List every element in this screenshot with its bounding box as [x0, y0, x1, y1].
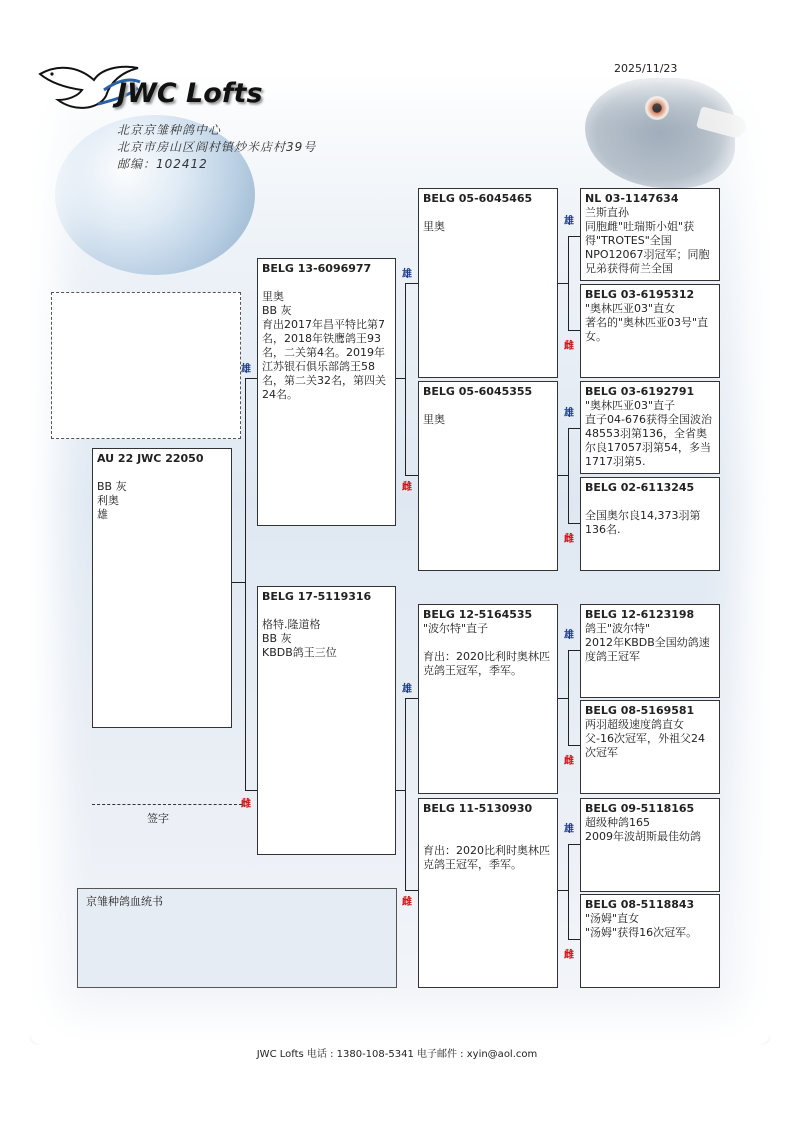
sire-card [257, 258, 396, 526]
signature-line [92, 804, 242, 805]
pedigree-line: 里奥 [262, 290, 284, 303]
great-grandparent-card [580, 381, 720, 474]
pedigree-line [585, 495, 715, 509]
pedigree-line: 育出2017年昌平特比第7名，2018年铁鹰鸽王93名，二关第4名。2019年江苏银石俱乐部鸽王58名，第二关32名，第四关24名。 [262, 318, 386, 401]
connector [405, 475, 418, 476]
subject-card [92, 448, 232, 728]
connector [557, 890, 568, 891]
connector [395, 378, 405, 379]
great-grandparent-card [580, 188, 720, 281]
great-grandparent-card [580, 700, 720, 794]
ring-number: BELG 08-5118843 [585, 898, 695, 911]
connector [395, 790, 405, 791]
pedigree-line: "奥林匹亚03"直子 [585, 399, 676, 412]
male-marker: 雄 [564, 824, 574, 835]
connector [568, 650, 580, 651]
connector [245, 378, 257, 379]
connector [568, 236, 580, 237]
connector [568, 330, 580, 331]
address: 北京市房山区阎村镇炒米店村39号 [117, 140, 317, 154]
org-name: 北京京雏种鸽中心 [117, 123, 222, 137]
male-marker: 雄 [241, 364, 251, 375]
male-marker: 雄 [402, 684, 412, 695]
ring-number: NL 03-1147634 [585, 192, 679, 205]
pedigree-line: 同胞雌"吐瑞斯小姐"获得"TROTES"全国NPO12067羽冠军；同胞兄弟获得荷兰全国 [585, 220, 710, 275]
male-marker: 雄 [564, 216, 574, 227]
pedigree-line: BB 灰 [262, 304, 292, 317]
ring-number: BELG 03-6192791 [585, 385, 695, 398]
pedigree-line: 里奥 [423, 220, 445, 233]
male-marker: 雄 [564, 630, 574, 641]
pedigree-line: 里奥 [423, 413, 445, 426]
great-grandparent-card [580, 894, 720, 988]
pedigree-line: 格特.隆道格 [262, 618, 321, 631]
female-marker: 雌 [564, 756, 574, 767]
pedigree-line: 兰斯直孙 [585, 206, 629, 219]
female-marker: 雌 [402, 897, 412, 908]
photo-placeholder [51, 292, 241, 439]
connector [557, 475, 568, 476]
pedigree-line: 父-16次冠军，外祖父24次冠军 [585, 732, 705, 759]
connector [568, 844, 580, 845]
ring-number: BELG 09-5118165 [585, 802, 695, 815]
ring-number: BELG 17-5119316 [262, 590, 372, 603]
ring-number: BELG 08-5169581 [585, 704, 695, 717]
notes-box[interactable] [77, 888, 397, 988]
pedigree-line: 全国奥尔良14,373羽第136名. [585, 509, 701, 536]
pedigree-line: "汤姆"直女 [585, 912, 640, 925]
pedigree-line: 两羽超级速度鸽直女 [585, 718, 684, 731]
footer-contact: JWC Lofts 电话 : 1380-108-5341 电子邮件 : xyin@aol.com [256, 1049, 538, 1060]
female-marker: 雌 [241, 799, 251, 810]
female-marker: 雌 [564, 950, 574, 961]
female-marker: 雌 [564, 341, 574, 352]
connector [568, 844, 569, 940]
pedigree-line: KBDB鸽王三位 [262, 646, 337, 659]
ring-number: BELG 12-6123198 [585, 608, 695, 621]
pedigree-line [423, 816, 553, 830]
connector [231, 582, 245, 583]
pedigree-line: 超级种鸽165 [585, 816, 650, 829]
connector [405, 890, 418, 891]
ring-number: BELG 11-5130930 [423, 802, 533, 815]
ring-number: BELG 13-6096977 [262, 262, 372, 275]
subject-color: BB 灰 [97, 480, 127, 493]
pedigree-line [423, 830, 553, 844]
pedigree-line: "汤姆"获得16次冠军。 [585, 926, 698, 939]
ring-number: AU 22 JWC 22050 [97, 452, 204, 465]
great-grandparent-card [580, 798, 720, 892]
postcode: 邮编：102412 [117, 157, 208, 171]
connector [245, 378, 246, 791]
connector [405, 698, 406, 891]
great-grandparent-card [580, 477, 720, 571]
male-marker: 雄 [564, 408, 574, 419]
connector [568, 236, 569, 331]
female-marker: 雌 [564, 534, 574, 545]
female-marker: 雌 [402, 482, 412, 493]
pedigree-line: "波尔特"直子 [423, 622, 489, 635]
ring-number: BELG 03-6195312 [585, 288, 695, 301]
connector [568, 428, 569, 524]
pedigree-line: "奥林匹亚03"直女 [585, 302, 676, 315]
pedigree-line: 著名的"奥林匹亚03号"直女。 [585, 316, 709, 343]
grandsire-maternal-card [418, 604, 558, 794]
great-grandparent-card [580, 604, 720, 698]
connector [557, 283, 568, 284]
connector [405, 283, 418, 284]
granddam-paternal-card [418, 381, 558, 571]
ring-number: BELG 05-6045355 [423, 385, 533, 398]
connector [568, 523, 580, 524]
ring-number: BELG 05-6045465 [423, 192, 533, 205]
dam-card [257, 586, 396, 855]
pedigree-line: 鸽王"波尔特" [585, 622, 651, 635]
great-grandparent-card [580, 284, 720, 378]
pedigree-line: 2009年波胡斯最佳幼鸽 [585, 830, 701, 843]
signature-label: 签字 [147, 812, 169, 825]
connector [568, 650, 569, 746]
pedigree-line [423, 636, 553, 650]
grandsire-paternal-card [418, 188, 558, 378]
connector [568, 428, 580, 429]
pedigree-line: BB 灰 [262, 632, 292, 645]
subject-sex: 雄 [97, 508, 108, 521]
granddam-maternal-card [418, 798, 558, 988]
male-marker: 雄 [402, 269, 412, 280]
notes-title: 京雏种鸽血统书 [86, 895, 163, 908]
connector [568, 939, 580, 940]
pedigree-line: 直子04-676获得全国波治48553羽第136，全省奥尔良17057羽第54，多当1717羽第5. [585, 413, 712, 468]
connector [557, 698, 568, 699]
date: 2025/11/23 [614, 62, 678, 75]
connector [405, 283, 406, 475]
logo-title: JWC Lofts [117, 78, 263, 109]
pedigree-line: 育出：2020比利时奥林匹克鸽王冠军，季军。 [423, 650, 550, 677]
pedigree-line: 育出：2020比利时奥林匹克鸽王冠军，季军。 [423, 844, 550, 871]
connector [405, 698, 418, 699]
ring-number: BELG 12-5164535 [423, 608, 533, 621]
connector [568, 745, 580, 746]
pedigree-line: 2012年KBDB全国幼鸽速度鸽王冠军 [585, 636, 710, 663]
subject-name: 利奥 [97, 494, 119, 507]
connector [245, 790, 257, 791]
ring-number: BELG 02-6113245 [585, 481, 695, 494]
